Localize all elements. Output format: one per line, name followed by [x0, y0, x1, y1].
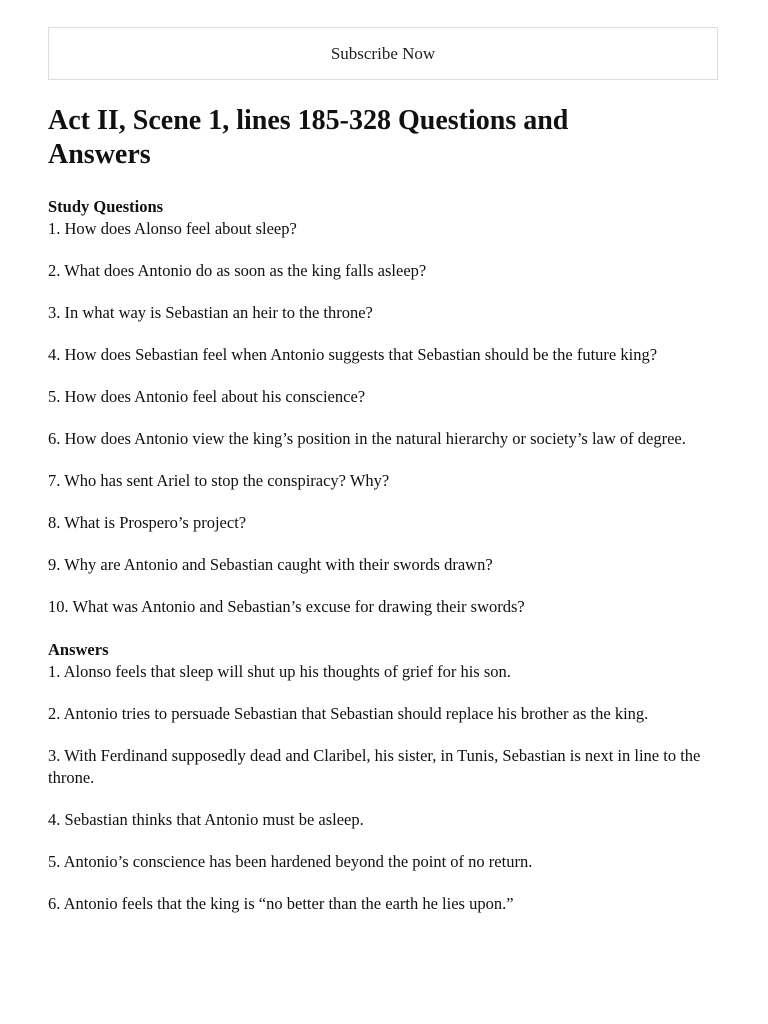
answer-item: 3. With Ferdinand supposedly dead and Claribel, his sister, in Tunis, Sebastian is next in line to the throne. [48, 746, 701, 787]
question-item: 10. What was Antonio and Sebastian’s excuse for drawing their swords? [48, 597, 525, 616]
subscribe-button[interactable] [48, 27, 718, 80]
answers-list [48, 661, 720, 915]
study-questions-heading: Study Questions [48, 197, 164, 216]
answer-item: 5. Antonio’s conscience has been hardened beyond the point of no return. [48, 852, 533, 871]
page-title: Act II, Scene 1, lines 185-328 Questions and Answers [48, 105, 569, 170]
answers-heading: Answers [48, 640, 109, 659]
question-item: 3. In what way is Sebastian an heir to the throne? [48, 303, 373, 322]
question-item: 9. Why are Antonio and Sebastian caught with their swords drawn? [48, 555, 493, 574]
answer-item: 4. Sebastian thinks that Antonio must be asleep. [48, 810, 364, 829]
answer-item: 6. Antonio feels that the king is “no better than the earth he lies upon.” [48, 894, 514, 913]
subscribe-button-label: Subscribe Now [330, 43, 436, 63]
answer-item: 2. Antonio tries to persuade Sebastian that Sebastian should replace his brother as the king. [48, 704, 649, 723]
question-item: 7. Who has sent Ariel to stop the conspiracy? Why? [48, 471, 390, 490]
question-item: 8. What is Prospero’s project? [48, 513, 247, 532]
question-item: 2. What does Antonio do as soon as the king falls asleep? [48, 261, 427, 280]
article-body [48, 195, 720, 915]
question-item: 4. How does Sebastian feel when Antonio suggests that Sebastian should be the future king? [48, 345, 658, 364]
question-item: 6. How does Antonio view the king’s position in the natural hierarchy or society’s law of degree. [48, 429, 686, 448]
study-questions-list [48, 218, 720, 618]
answer-item: 1. Alonso feels that sleep will shut up his thoughts of grief for his son. [48, 662, 511, 681]
question-item: 1. How does Alonso feel about sleep? [48, 219, 297, 238]
question-item: 5. How does Antonio feel about his conscience? [48, 387, 366, 406]
